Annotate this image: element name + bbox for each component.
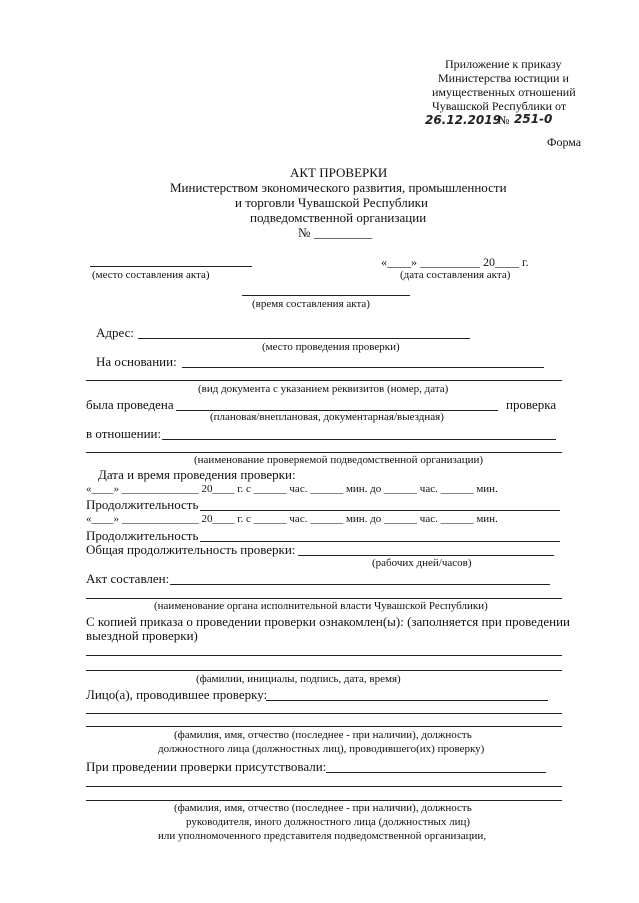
place-caption: (место составления акта)	[92, 269, 210, 281]
handwritten-date: 26.12.2019	[425, 113, 501, 127]
conducted-tail: проверка	[506, 397, 557, 412]
persons-line-1	[266, 700, 548, 701]
address-line	[138, 338, 470, 339]
duration-label-1: Продолжительность	[86, 497, 199, 512]
persons-label: Лицо(а), проводившее проверку:	[86, 687, 268, 702]
basis-line-2	[86, 380, 562, 381]
act-line-1	[170, 584, 550, 585]
address-label: Адрес:	[96, 325, 134, 340]
time-line	[242, 295, 410, 296]
basis-caption: (вид документа с указанием реквизитов (номер, дата)	[198, 383, 449, 395]
persons-line-2	[86, 713, 562, 714]
title-line-3: и торговли Чувашской Республики	[235, 195, 428, 210]
header-line-2: Министерства юстиции и	[438, 71, 569, 85]
address-caption: (место проведения проверки)	[262, 341, 400, 353]
copy-blank-2	[86, 670, 562, 671]
copy-caption: (фамилии, инициалы, подпись, дата, время)	[196, 673, 401, 685]
act-line-2	[86, 598, 562, 599]
header-line-3: имущественных отношений	[432, 85, 576, 99]
duration-line-1	[200, 510, 560, 511]
time-caption: (время составления акта)	[252, 298, 370, 310]
act-caption: (наименование органа исполнительной власти Чувашской Республики)	[154, 600, 488, 612]
title-line-2: Министерством экономического развития, промышленности	[170, 180, 507, 195]
regarding-caption: (наименование проверяемой подведомственной организации)	[194, 454, 484, 466]
title-line-4: подведомственной организации	[250, 210, 427, 225]
total-duration-caption: (рабочих дней/часов)	[372, 557, 472, 569]
present-line-2	[86, 786, 562, 787]
act-label: Акт составлен:	[86, 571, 170, 586]
form-label: Форма	[547, 135, 582, 149]
act-title: АКТ ПРОВЕРКИ	[290, 165, 388, 180]
basis-label: На основании:	[96, 354, 177, 369]
total-duration-label: Общая продолжительность проверки:	[86, 542, 296, 557]
regarding-line-2	[86, 452, 562, 453]
datetime-row-2: «____» ______________ 20____ г. с ______ час. ______ мин. до ______ час. ______ мин.	[86, 513, 498, 525]
present-label: При проведении проверки присутствовали:	[86, 759, 327, 774]
conducted-label: была проведена	[86, 397, 174, 412]
present-caption-2: руководителя, иного должностного лица (должностных лиц)	[186, 816, 471, 828]
number-sign: №	[498, 113, 510, 127]
date-caption: (дата составления акта)	[400, 269, 511, 281]
header-line-1: Приложение к приказу	[445, 57, 562, 71]
copy-line-2: выездной проверки)	[86, 628, 198, 643]
copy-line-1: С копией приказа о проведении проверки ознакомлен(ы): (заполняется при проведении	[86, 614, 570, 629]
duration-label-2: Продолжительность	[86, 528, 199, 543]
present-caption-3: или уполномоченного представителя подведомственной организации,	[158, 830, 487, 842]
header-line-4: Чувашской Республики от	[432, 99, 567, 113]
act-number: № _________	[298, 225, 373, 240]
persons-caption-1: (фамилия, имя, отчество (последнее - при наличии), должность	[174, 729, 472, 741]
handwritten-number: 251-0	[514, 112, 553, 126]
persons-caption-2: должностного лица (должностных лиц), проводившего(их) проверку)	[158, 743, 485, 755]
datetime-row-1: «____» ______________ 20____ г. с ______ час. ______ мин. до ______ час. ______ мин.	[86, 483, 498, 495]
present-line-1	[326, 772, 546, 773]
basis-line-1	[182, 367, 544, 368]
present-caption-1: (фамилия, имя, отчество (последнее - при наличии), должность	[174, 802, 472, 814]
datetime-heading: Дата и время проведения проверки:	[98, 467, 296, 482]
place-line	[90, 266, 252, 267]
conducted-caption: (плановая/внеплановая, документарная/выездная)	[210, 411, 444, 423]
copy-blank-1	[86, 655, 562, 656]
present-line-3	[86, 800, 562, 801]
total-duration-line	[298, 555, 554, 556]
date-line: «____» __________ 20____ г.	[381, 255, 529, 269]
regarding-line-1	[162, 439, 556, 440]
regarding-label: в отношении:	[86, 426, 162, 441]
persons-line-3	[86, 726, 562, 727]
